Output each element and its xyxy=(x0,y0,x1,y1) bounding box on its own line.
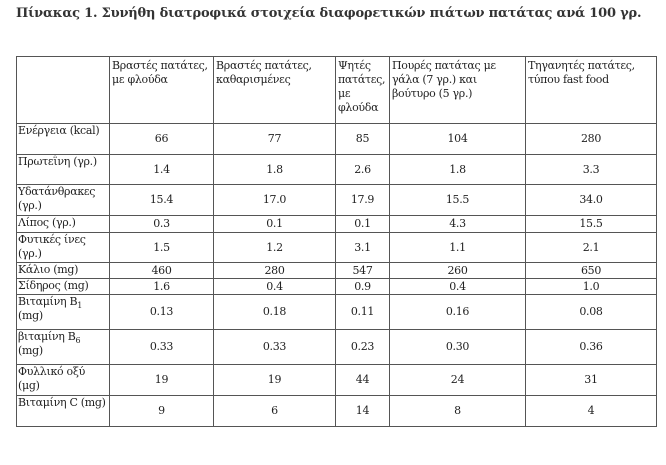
row-label: Πρωτεΐνη (γρ.) xyxy=(17,155,110,185)
row-label-main: βιταμίνη B xyxy=(18,330,76,343)
table-cell: 1.6 xyxy=(110,279,214,295)
table-cell: 0.36 xyxy=(526,330,657,365)
table-cell: 9 xyxy=(110,396,214,427)
table-cell: 2.1 xyxy=(526,233,657,263)
table-cell: 1.8 xyxy=(390,155,526,185)
row-label-subscript: 1 xyxy=(77,301,83,311)
table-cell: 15.5 xyxy=(390,185,526,216)
table-row xyxy=(17,233,657,263)
table-cell: 0.08 xyxy=(526,295,657,330)
table-cell: 66 xyxy=(110,124,214,155)
table-cell: 17.0 xyxy=(214,185,336,216)
table-cell: 77 xyxy=(214,124,336,155)
table-cell: 24 xyxy=(390,365,526,396)
table-cell: 0.1 xyxy=(214,216,336,233)
table-cell: 0.1 xyxy=(336,216,390,233)
table-cell: 280 xyxy=(526,124,657,155)
table-cell: 34.0 xyxy=(526,185,657,216)
row-label: Υδατάνθρακες (γρ.) xyxy=(17,185,110,216)
table-cell: 280 xyxy=(214,263,336,279)
table-cell: 1.1 xyxy=(390,233,526,263)
table-cell: 1.2 xyxy=(214,233,336,263)
table-cell: 0.3 xyxy=(110,216,214,233)
table-cell: 15.4 xyxy=(110,185,214,216)
table-cell: 4 xyxy=(526,396,657,427)
table-cell: 0.4 xyxy=(390,279,526,295)
row-label-vitamin-b1 xyxy=(17,295,110,330)
row-label: Κάλιο (mg) xyxy=(17,263,110,279)
table-cell: 15.5 xyxy=(526,216,657,233)
header-cell-mashed: Πουρές πατάτας με γάλα (7 γρ.) και βούτυρο (5 γρ.) xyxy=(390,57,526,124)
table-cell: 44 xyxy=(336,365,390,396)
table-cell: 0.33 xyxy=(110,330,214,365)
table-cell: 0.13 xyxy=(110,295,214,330)
row-label: Φυτικές ίνες (γρ.) xyxy=(17,233,110,263)
table-row xyxy=(17,155,657,185)
row-label: Σίδηρος (mg) xyxy=(17,279,110,295)
row-label-main: Βιταμίνη B xyxy=(18,295,78,308)
table-cell: 1.0 xyxy=(526,279,657,295)
table-caption: Πίνακας 1. Συνήθη διατροφικά στοιχεία διαφορετικών πιάτων πατάτας ανά 100 γρ. xyxy=(16,6,642,21)
row-label: Φυλλικό οξύ (μg) xyxy=(17,365,110,396)
header-cell-boiled-peeled: Βραστές πατάτες, καθαρισμένες xyxy=(214,57,336,124)
table-row xyxy=(17,279,657,295)
table-cell: 460 xyxy=(110,263,214,279)
table-cell: 19 xyxy=(214,365,336,396)
table-cell: 0.4 xyxy=(214,279,336,295)
table-row xyxy=(17,124,657,155)
row-label-unit: (mg) xyxy=(18,344,43,357)
table-row xyxy=(17,365,657,396)
header-cell-baked-skin: Ψητές πατάτες, με φλούδα xyxy=(336,57,390,124)
table-cell: 104 xyxy=(390,124,526,155)
header-cell-boiled-skin: Βραστές πατάτες, με φλούδα xyxy=(110,57,214,124)
table-cell: 1.4 xyxy=(110,155,214,185)
table-cell: 1.8 xyxy=(214,155,336,185)
table-cell: 0.9 xyxy=(336,279,390,295)
table-cell: 0.23 xyxy=(336,330,390,365)
header-cell-fried-fast-food: Τηγανητές πατάτες, τύπου fast food xyxy=(526,57,657,124)
table-cell: 17.9 xyxy=(336,185,390,216)
table-cell: 1.5 xyxy=(110,233,214,263)
table-row xyxy=(17,216,657,233)
table-cell: 3.1 xyxy=(336,233,390,263)
table-cell: 260 xyxy=(390,263,526,279)
table-header-row xyxy=(17,57,657,124)
table-cell: 85 xyxy=(336,124,390,155)
table-row xyxy=(17,263,657,279)
table-cell: 650 xyxy=(526,263,657,279)
row-label-vitamin-b6 xyxy=(17,330,110,365)
table-cell: 6 xyxy=(214,396,336,427)
table-row xyxy=(17,396,657,427)
table-cell: 0.18 xyxy=(214,295,336,330)
row-label-subscript: 6 xyxy=(75,336,81,346)
table-cell: 0.33 xyxy=(214,330,336,365)
table-cell: 2.6 xyxy=(336,155,390,185)
table-cell: 4.3 xyxy=(390,216,526,233)
row-label: Βιταμίνη C (mg) xyxy=(17,396,110,427)
table-cell: 31 xyxy=(526,365,657,396)
table-cell: 547 xyxy=(336,263,390,279)
table-row xyxy=(17,295,657,330)
row-label: Ενέργεια (kcal) xyxy=(17,124,110,155)
table-row xyxy=(17,185,657,216)
table-cell: 8 xyxy=(390,396,526,427)
row-label-unit: (mg) xyxy=(18,309,43,322)
table-cell: 19 xyxy=(110,365,214,396)
header-cell-empty xyxy=(17,57,110,124)
table-cell: 0.16 xyxy=(390,295,526,330)
table-cell: 3.3 xyxy=(526,155,657,185)
row-label: Λίπος (γρ.) xyxy=(17,216,110,233)
table-cell: 0.11 xyxy=(336,295,390,330)
table-row xyxy=(17,330,657,365)
nutrition-table xyxy=(16,56,657,427)
table-cell: 0.30 xyxy=(390,330,526,365)
table-cell: 14 xyxy=(336,396,390,427)
